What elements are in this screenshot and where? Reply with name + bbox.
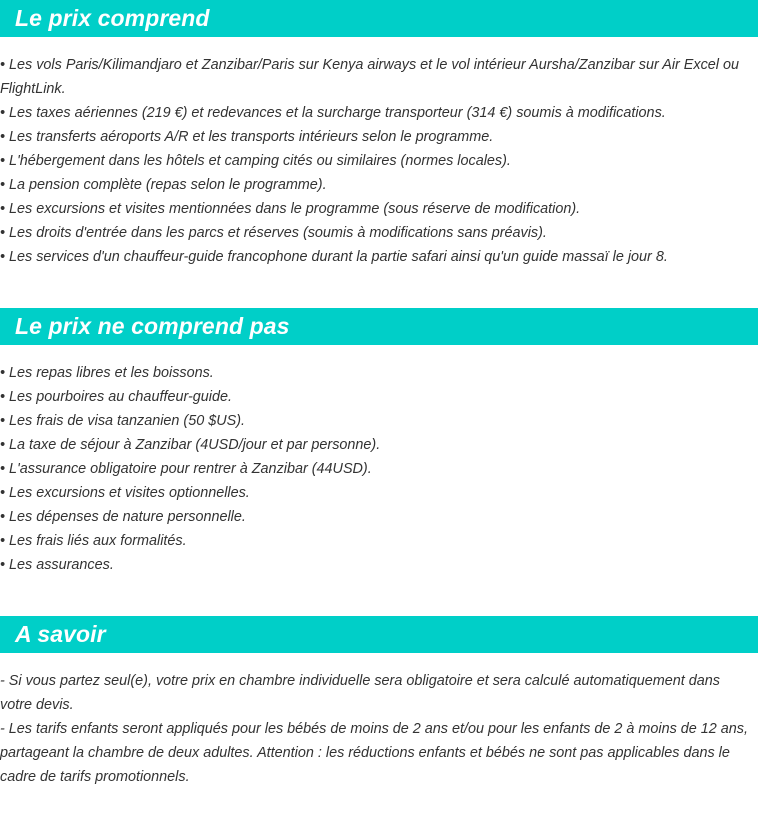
list-item: • Les vols Paris/Kilimandjaro et Zanzibar/Paris sur Kenya airways et le vol intérieur Aursha/Zanzibar sur Air Excel ou FlightLink.: [0, 57, 739, 97]
list-item: • Les assurances.: [0, 557, 114, 573]
list-item: • Les services d'un chauffeur-guide francophone durant la partie safari ainsi qu'un guide massaï le jour 8.: [0, 249, 668, 265]
list-item: • Les taxes aériennes (219 €) et redevances et la surcharge transporteur (314 €) soumis à modifications.: [0, 105, 666, 121]
section-body: [0, 653, 758, 789]
section-price-excludes: [0, 308, 758, 577]
section-title: Le prix ne comprend pas: [15, 313, 290, 339]
list-item: • Les transferts aéroports A/R et les transports intérieurs selon le programme.: [0, 129, 494, 145]
list-item: • Les frais liés aux formalités.: [0, 533, 187, 549]
list-item: • Les excursions et visites mentionnées dans le programme (sous réserve de modification).: [0, 201, 581, 217]
list-item: • Les droits d'entrée dans les parcs et réserves (soumis à modifications sans préavis).: [0, 225, 547, 241]
section-header: [0, 0, 758, 37]
section-title: A savoir: [15, 621, 106, 647]
list-item: • L'hébergement dans les hôtels et camping cités ou similaires (normes locales).: [0, 153, 511, 169]
list-item: • La taxe de séjour à Zanzibar (4USD/jour et par personne).: [0, 437, 381, 453]
section-header: [0, 308, 758, 345]
section-body: [0, 345, 758, 577]
section-body: [0, 37, 758, 269]
section-header: [0, 616, 758, 653]
list-item: • L'assurance obligatoire pour rentrer à Zanzibar (44USD).: [0, 461, 372, 477]
list-item: • Les repas libres et les boissons.: [0, 365, 214, 381]
list-item: • Les pourboires au chauffeur-guide.: [0, 389, 232, 405]
info-paragraph: - Si vous partez seul(e), votre prix en chambre individuelle sera obligatoire et sera calculé automatiquement dans votre devis.: [0, 673, 720, 713]
section-title: Le prix comprend: [15, 5, 210, 31]
list-item: • Les excursions et visites optionnelles.: [0, 485, 250, 501]
section-good-to-know: [0, 616, 758, 789]
info-paragraph: - Les tarifs enfants seront appliqués pour les bébés de moins de 2 ans et/ou pour les enfants de 2 à moins de 12 ans, partageant la chambre de deux adultes. Attention : les réductions enfants et bébés ne sont pas applicables dans le cadre de tarifs promotionnels.: [0, 721, 748, 785]
list-item: • Les dépenses de nature personnelle.: [0, 509, 246, 525]
section-price-includes: [0, 0, 758, 269]
list-item: • La pension complète (repas selon le programme).: [0, 177, 327, 193]
list-item: • Les frais de visa tanzanien (50 $US).: [0, 413, 246, 429]
